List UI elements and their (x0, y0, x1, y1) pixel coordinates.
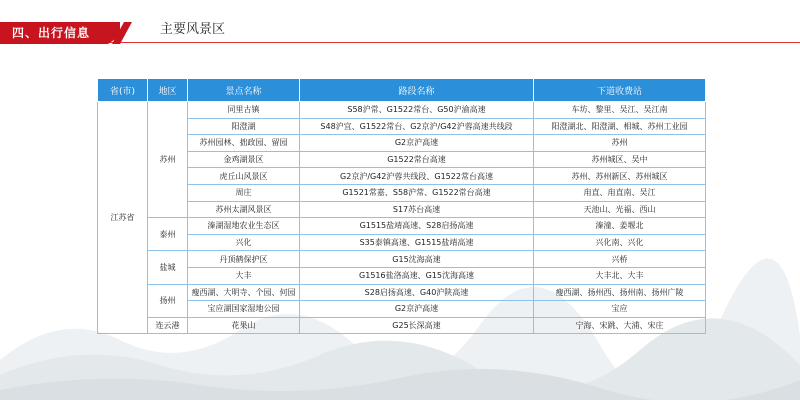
header-road: 路段名称 (300, 79, 534, 102)
road-cell: S28启扬高速、G40沪陕高速 (300, 284, 534, 301)
header-region: 地区 (148, 79, 188, 102)
exit-cell: 宝应 (534, 301, 706, 318)
spot-cell: 同里古镇 (188, 102, 300, 119)
road-cell: S48沪宜、G1522常台、G2京沪/G42沪蓉高速共线段 (300, 118, 534, 135)
table-row (98, 218, 706, 235)
spot-cell: 大丰 (188, 267, 300, 284)
exit-cell: 宁海、宋跳、大浦、宋庄 (534, 317, 706, 334)
road-cell: G1521常嘉、S58沪常、G1522常台高速 (300, 184, 534, 201)
page-title: 主要风景区 (160, 22, 226, 37)
table-row (98, 234, 706, 251)
spot-cell: 阳澄湖 (188, 118, 300, 135)
road-cell: G25长深高速 (300, 317, 534, 334)
scenic-table-container (97, 78, 705, 334)
table-row (98, 201, 706, 218)
header-spot: 景点名称 (188, 79, 300, 102)
road-cell: G2京沪高速 (300, 301, 534, 318)
road-cell: G2京沪/G42沪蓉共线段、G1522常台高速 (300, 168, 534, 185)
spot-cell: 丹顶鹤保护区 (188, 251, 300, 268)
table-row (98, 184, 706, 201)
spot-cell: 苏州太湖风景区 (188, 201, 300, 218)
exit-cell: 苏州 (534, 135, 706, 152)
table-row (98, 102, 706, 119)
road-cell: G1522常台高速 (300, 151, 534, 168)
road-cell: G15沈海高速 (300, 251, 534, 268)
table-row (98, 317, 706, 334)
exit-cell: 兴化南、兴化 (534, 234, 706, 251)
header-province: 省(市) (98, 79, 148, 102)
region-cell: 连云港 (148, 317, 188, 334)
road-cell: G1516盐洛高速、G15沈海高速 (300, 267, 534, 284)
spot-cell: 虎丘山风景区 (188, 168, 300, 185)
exit-cell: 甪直、甪直南、吴江 (534, 184, 706, 201)
province-cell: 江苏省 (98, 102, 148, 334)
spot-cell: 金鸡湖景区 (188, 151, 300, 168)
table-row (98, 135, 706, 152)
spot-cell: 瘦西湖、大明寺、个园、何园 (188, 284, 300, 301)
region-cell: 苏州 (148, 102, 188, 218)
table-row (98, 284, 706, 301)
spot-cell: 宝应湖国家湿地公园 (188, 301, 300, 318)
exit-cell: 苏州、苏州新区、苏州城区 (534, 168, 706, 185)
table-row (98, 118, 706, 135)
table-row (98, 168, 706, 185)
table-row (98, 301, 706, 318)
exit-cell: 阳澄湖北、阳澄湖、相城、苏州工业园 (534, 118, 706, 135)
road-cell: G1515盐靖高速、S28启扬高速 (300, 218, 534, 235)
road-cell: G2京沪高速 (300, 135, 534, 152)
region-cell: 扬州 (148, 284, 188, 317)
table-header-row (98, 79, 706, 102)
section-label: 四、出行信息 (12, 26, 91, 40)
road-cell: S58沪常、G1522常台、G50沪渝高速 (300, 102, 534, 119)
exit-cell: 兴桥 (534, 251, 706, 268)
exit-cell: 大丰北、大丰 (534, 267, 706, 284)
spot-cell: 苏州园林、拙政园、留园 (188, 135, 300, 152)
region-cell: 泰州 (148, 218, 188, 251)
road-cell: S17苏台高速 (300, 201, 534, 218)
spot-cell: 溱湖湿地农业生态区 (188, 218, 300, 235)
spot-cell: 周庄 (188, 184, 300, 201)
scenic-table (97, 78, 706, 334)
exit-cell: 溱潼、姜堰北 (534, 218, 706, 235)
exit-cell: 瘦西湖、扬州西、扬州南、扬州广陵 (534, 284, 706, 301)
region-cell: 盐城 (148, 251, 188, 284)
table-row (98, 151, 706, 168)
exit-cell: 苏州城区、吴中 (534, 151, 706, 168)
exit-cell: 天池山、光福、西山 (534, 201, 706, 218)
spot-cell: 兴化 (188, 234, 300, 251)
header-exit: 下道收费站 (534, 79, 706, 102)
road-cell: S35泰镇高速、G1515盐靖高速 (300, 234, 534, 251)
table-row (98, 267, 706, 284)
exit-cell: 车坊、黎里、吴江、吴江南 (534, 102, 706, 119)
table-row (98, 251, 706, 268)
spot-cell: 花果山 (188, 317, 300, 334)
